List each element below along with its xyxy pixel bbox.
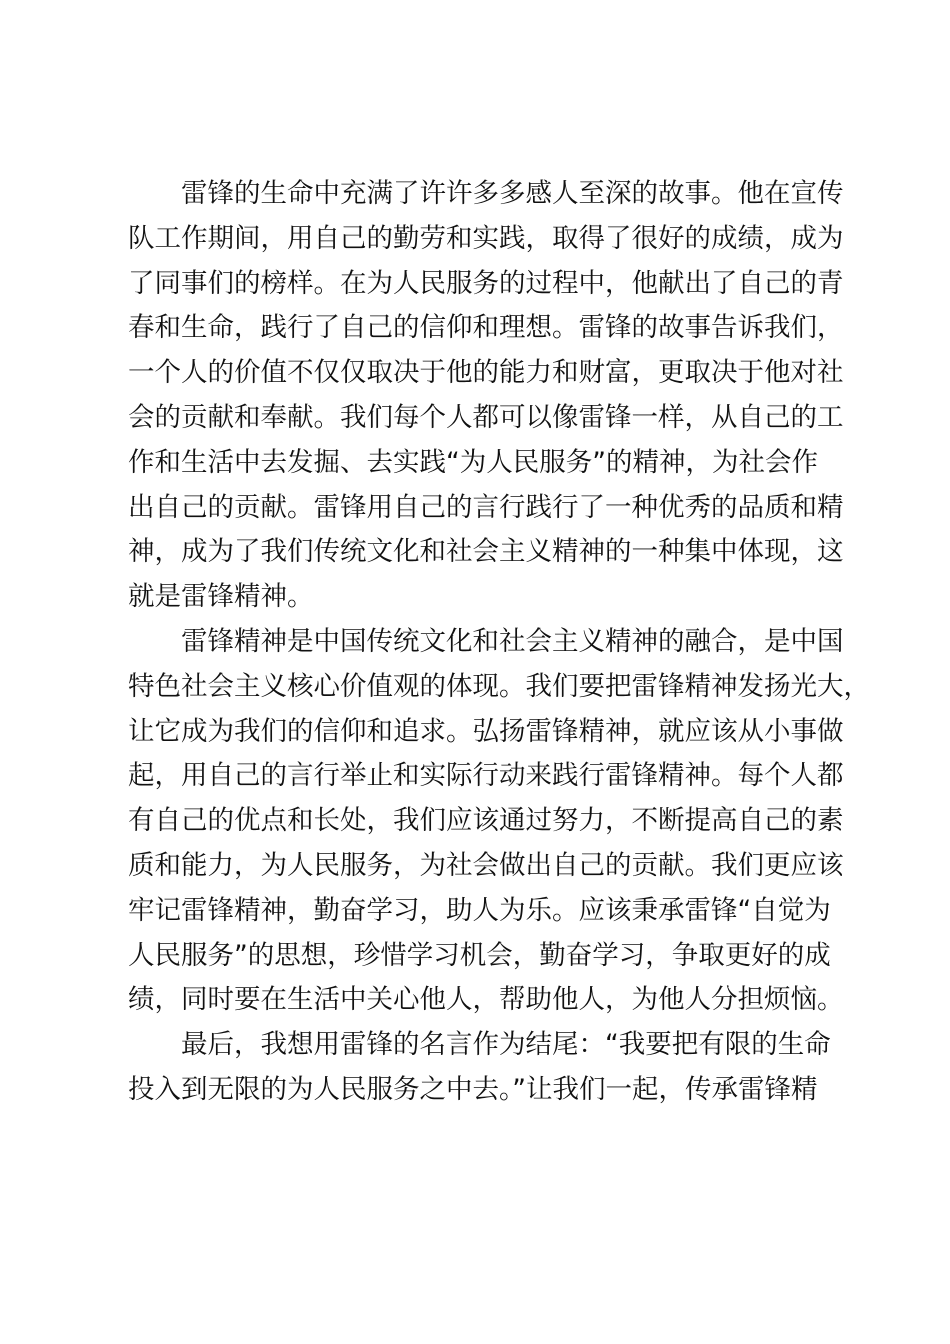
paragraph-line: 特色社会主义核心价值观的体现。我们要把雷锋精神发扬光大，	[128, 670, 870, 702]
paragraph-line: 就是雷锋精神。	[128, 581, 314, 613]
paragraph-line: 一个人的价值不仅仅取决于他的能力和财富，更取决于他对社	[128, 357, 844, 389]
paragraph-line: 会的贡献和奉献。我们每个人都可以像雷锋一样，从自己的工	[128, 401, 844, 433]
paragraph-line: 神，成为了我们传统文化和社会主义精神的一种集中体现，这	[128, 536, 844, 568]
paragraph-line: 出自己的贡献。雷锋用自己的言行践行了一种优秀的品质和精	[128, 491, 844, 523]
paragraph-line: 起，用自己的言行举止和实际行动来践行雷锋精神。每个人都	[128, 760, 844, 792]
paragraph-line: 有自己的优点和长处，我们应该通过努力，不断提高自己的素	[128, 805, 844, 837]
paragraph-line: 质和能力，为人民服务，为社会做出自己的贡献。我们更应该	[128, 849, 844, 881]
paragraph-line: 作和生活中去发掘、去实践“为人民服务”的精神，为社会作	[128, 446, 818, 478]
paragraph-1	[128, 172, 844, 620]
paragraph-line: 雷锋精神是中国传统文化和社会主义精神的融合，是中国	[181, 625, 844, 657]
paragraph-line: 投入到无限的为人民服务之中去。”让我们一起，传承雷锋精	[128, 1073, 818, 1105]
paragraph-line: 让它成为我们的信仰和追求。弘扬雷锋精神，就应该从小事做	[128, 715, 844, 747]
paragraph-line: 牢记雷锋精神，勤奋学习，助人为乐。应该秉承雷锋“自觉为	[128, 894, 831, 926]
document-body	[128, 172, 870, 1113]
paragraph-line: 雷锋的生命中充满了许许多多感人至深的故事。他在宣传	[181, 178, 844, 209]
paragraph-line: 绩，同时要在生活中关心他人，帮助他人，为他人分担烦恼。	[128, 984, 844, 1016]
paragraph-line: 了同事们的榜样。在为人民服务的过程中，他献出了自己的青	[128, 267, 844, 299]
paragraph-2	[128, 620, 870, 1023]
paragraph-line: 人民服务”的思想，珍惜学习机会，勤奋学习，争取更好的成	[128, 939, 831, 971]
paragraph-line: 队工作期间，用自己的勤劳和实践，取得了很好的成绩，成为	[128, 222, 844, 254]
paragraph-line: 春和生命，践行了自己的信仰和理想。雷锋的故事告诉我们，	[128, 312, 844, 344]
paragraph-3	[128, 1023, 834, 1113]
paragraph-line: 最后，我想用雷锋的名言作为结尾：“我要把有限的生命	[181, 1029, 831, 1061]
